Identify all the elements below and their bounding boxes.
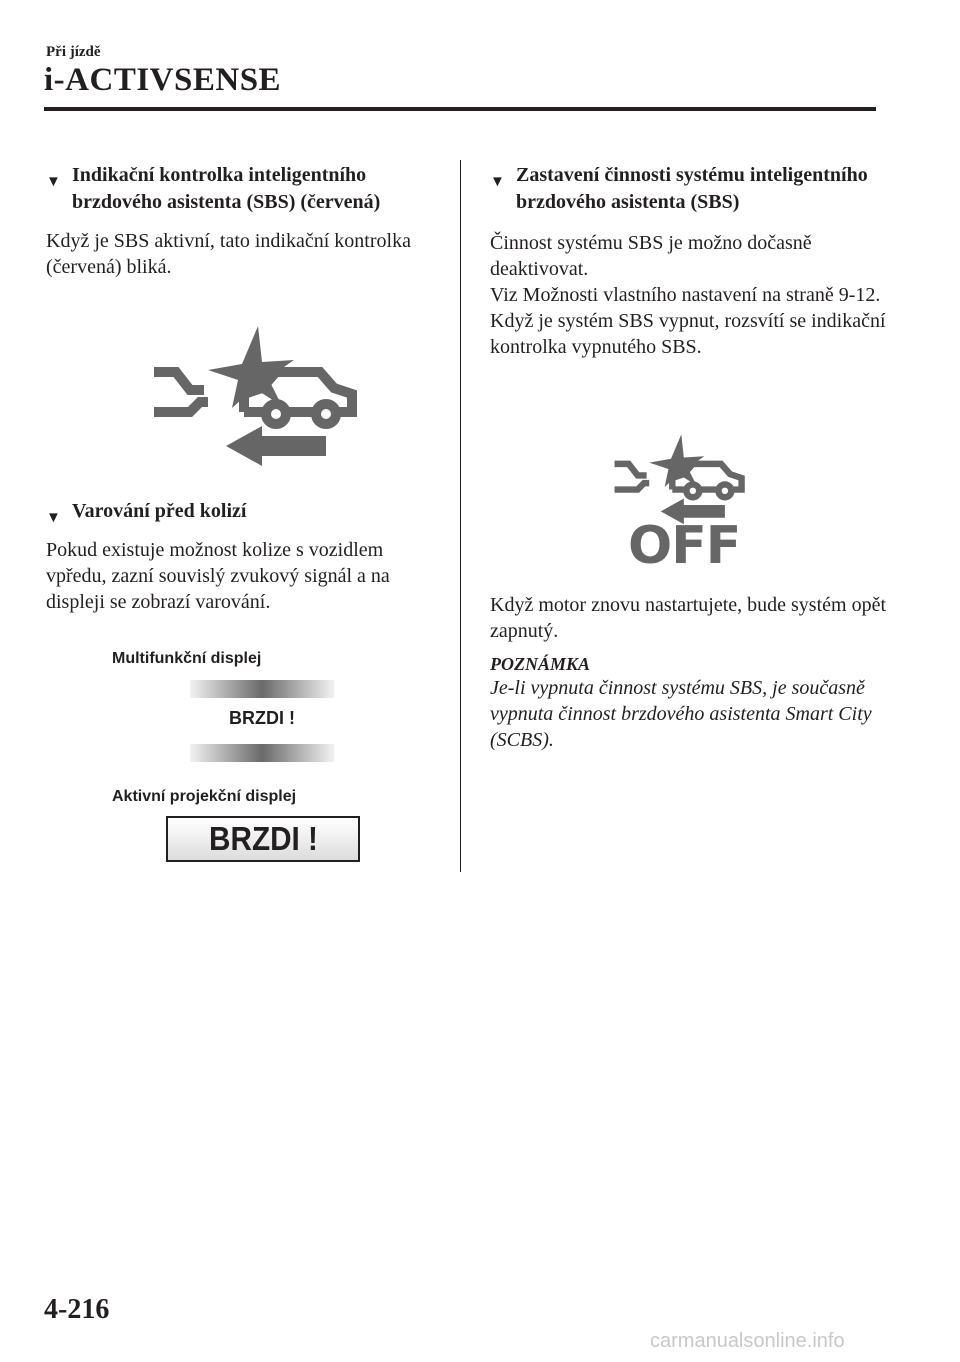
sbs-stop-text-1: Činnost systému SBS je možno dočasně deaktivovat. — [490, 232, 812, 280]
sbs-indicator-heading: ▼ Indikační kontrolka inteligentního brzdového asistenta (SBS) (červená) — [46, 164, 381, 213]
sbs-stop-section — [490, 162, 890, 360]
multifunction-display-message: BRZDI ! — [229, 708, 295, 728]
note-title: POZNÁMKA — [490, 654, 591, 674]
display-bar-bottom — [190, 744, 334, 762]
triangle-bullet-icon: ▼ — [46, 510, 61, 526]
page-number: 4-216 — [44, 1294, 110, 1325]
hud-label: Aktivní projekční displej — [112, 788, 297, 805]
section-label: Při jízdě — [46, 44, 101, 60]
chapter-title: i-ACTIVSENSE — [44, 62, 282, 98]
sbs-stop-text-2: Viz Možnosti vlastního nastavení na straně 9-12. — [490, 284, 881, 306]
sbs-stop-text-3: Když je systém SBS vypnut, rozsvítí se indikační kontrolka vypnutého SBS. — [490, 310, 886, 358]
triangle-bullet-icon: ▼ — [46, 174, 61, 190]
sbs-indicator-section — [46, 162, 446, 280]
sbs-off-icon — [612, 430, 748, 526]
column-divider — [460, 160, 461, 872]
collision-warning-section — [46, 498, 446, 615]
collision-warning-heading: ▼ Varování před kolizí — [46, 498, 446, 525]
header-rule — [44, 107, 876, 111]
sbs-indicator-text: Když je SBS aktivní, tato indikační kontrolka (červená) bliká. — [46, 230, 411, 278]
watermark: carmanualsonline.info — [650, 1330, 845, 1352]
triangle-bullet-icon: ▼ — [490, 174, 505, 190]
note-text: Je-li vypnuta činnost systému SBS, je současně vypnuta činnost brzdového asistenta Smart City (SCBS). — [490, 677, 872, 751]
sbs-warning-icon — [150, 320, 362, 468]
sbs-restart-section — [490, 592, 890, 753]
sbs-off-icon-text: OFF — [628, 516, 741, 576]
display-bar-top — [190, 680, 334, 698]
sbs-stop-heading: ▼ Zastavení činnosti systému inteligentního brzdového asistenta (SBS) — [490, 164, 868, 213]
hud-display-message: BRZDI ! — [208, 820, 318, 857]
hud-display-box — [166, 816, 360, 862]
sbs-restart-text: Když motor znovu nastartujete, bude systém opět zapnutý. — [490, 594, 887, 642]
multifunction-display-label: Multifunkční displej — [112, 650, 262, 667]
collision-warning-text: Pokud existuje možnost kolize s vozidlem vpředu, zazní souvislý zvukový signál a na displeji se zobrazí varování. — [46, 539, 390, 613]
